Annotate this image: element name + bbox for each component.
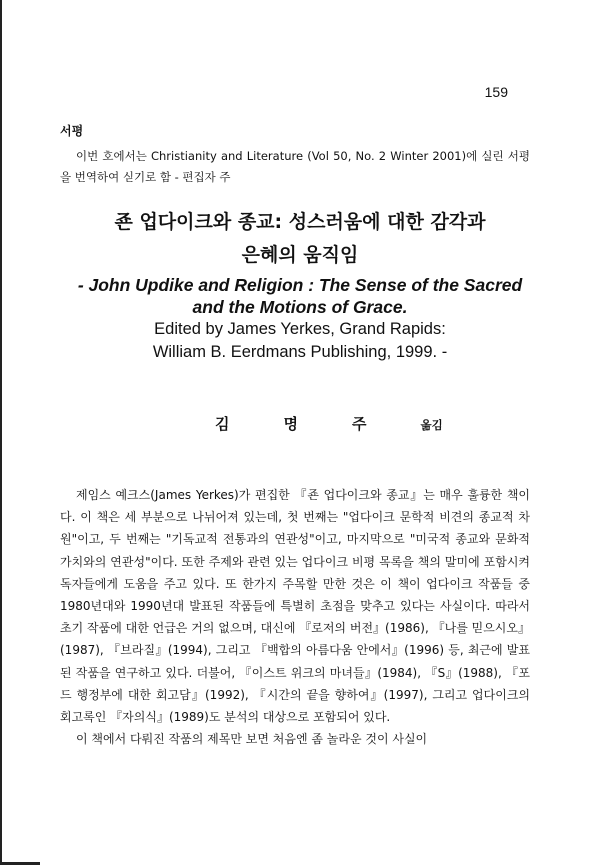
page-number: 159 xyxy=(484,84,508,100)
publication-line-1: Edited by James Yerkes, Grand Rapids: xyxy=(154,320,446,338)
translator-role: 옮김 xyxy=(420,418,443,432)
korean-title-line-1: 죤 업다이크와 종교: 성스러움에 대한 감각과 xyxy=(114,211,486,233)
editor-note: 이번 호에서는 Christianity and Literature (Vol 50, No. 2 Winter 2001)에 실린 서평을 번역하여 싣기로 함 - 편집자 주 xyxy=(60,149,530,184)
body-paragraph: 이 책에서 다뤄진 작품의 제목만 보면 처음엔 좀 놀라운 것이 사실이 xyxy=(76,732,428,747)
translator-name-char: 주 xyxy=(352,415,367,433)
translator-credit xyxy=(215,413,443,434)
english-title-line-2: and the Motions of Grace. xyxy=(192,297,408,317)
review-body xyxy=(60,484,530,750)
publication-line-2: William B. Eerdmans Publishing, 1999. - xyxy=(152,343,448,361)
translator-name-char: 김 xyxy=(215,415,230,433)
section-label: 서평 xyxy=(60,124,84,138)
korean-title-line-2: 은혜의 움직임 xyxy=(241,244,359,266)
english-title-line-1: - John Updike and Religion : The Sense of the Sacred xyxy=(77,275,523,295)
body-paragraph: 제임스 예크스(James Yerkes)가 편집한 『죤 업다이크와 종교』는 매우 훌륭한 책이다. 이 책은 세 부분으로 나뉘어져 있는데, 첫 번째는 "업다이크 문학적 비견의 종교적 차원"이고, 두 번째는 "기독교적 전통과의 연관성"이고, 마지막으로 "미국적 종교와 문화적 가치와의 연관성"이다. 또한 주제와 관련 있는 업다이크 비평 목록을 책의 말미에 포함시켜 독자들에게 도움을 주고 있다. 또 한가지 주목할 만한 것은 이 책이 업다이크 작품들 중 1980년대와 1990년대 발표된 작품들에 특별히 초점을 맞추고 있다는 사실이다. 따라서 초기 작품에 대한 언급은 거의 없으며, 대신에 『로저의 버전』(1986), 『나를 믿으시오』(1987), 『브라질』(1994), 그리고 『백합의 아름다움 안에서』(1996) 등, 최근에 발표된 작품을 연구하고 있다. 더불어, 『이스트 위크의 마녀들』(1984), 『S』(1988), 『포드 행정부에 대한 회고담』(1992), 『시간의 끝을 향하여』(1997), 그리고 업다이크의 회고록인 『자의식』(1989)도 분석의 대상으로 포함되어 있다. xyxy=(60,488,530,725)
translator-name-char: 명 xyxy=(283,415,298,433)
page-edge-line xyxy=(0,0,2,865)
